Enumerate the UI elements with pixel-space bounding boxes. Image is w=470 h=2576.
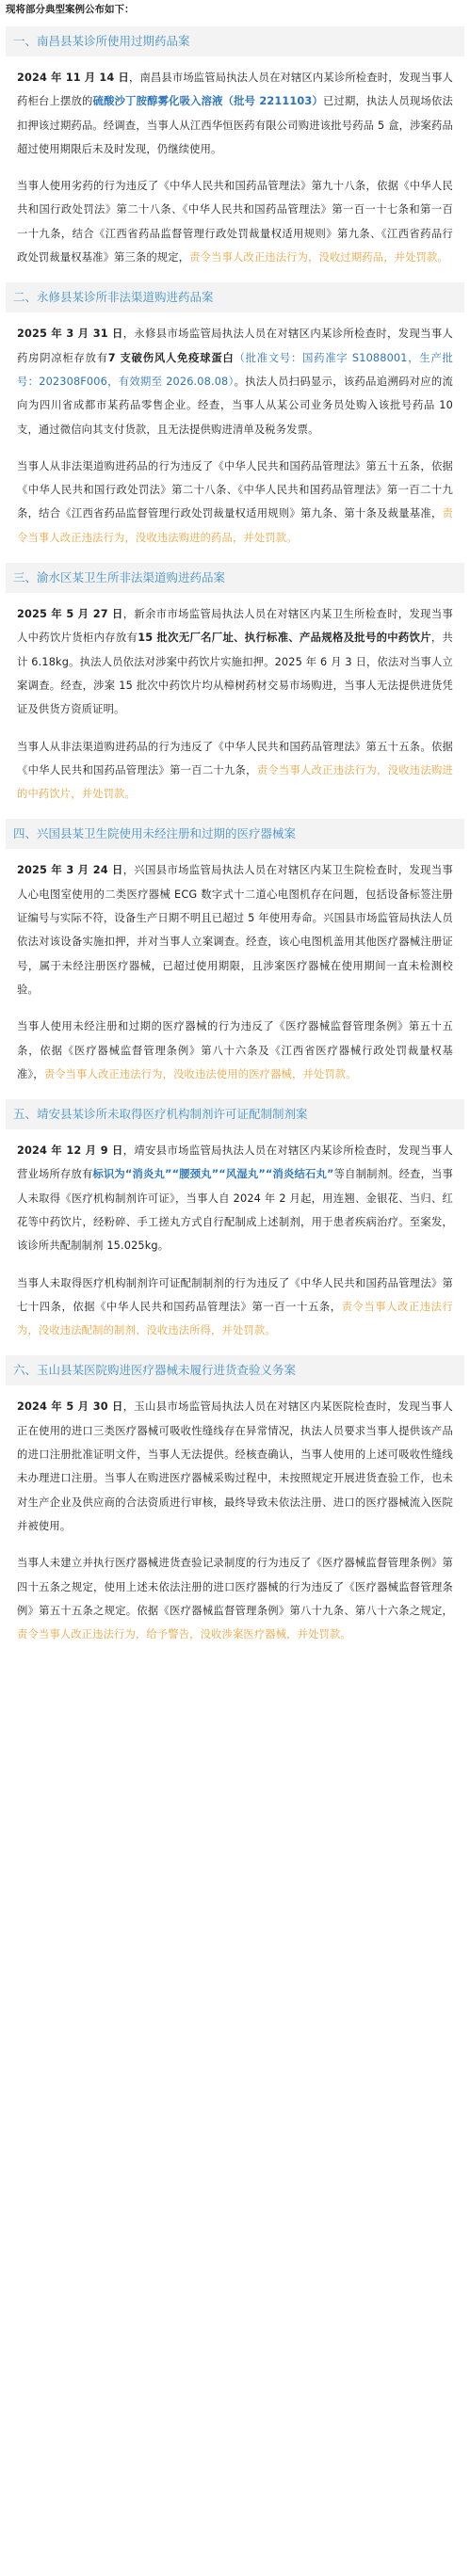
ruling-text: 当事人未取得医疗机构制剂许可证配制制剂的行为违反了《中华人民共和国药品管理法》第七十四条，依据《中华人民共和国药品管理法》第一百一十五条，: [17, 1276, 453, 1313]
facts-text: ，南昌县市场监管局执法人员在对辖区内某诊所检查时，发现当事人药柜台上摆放的: [17, 72, 453, 108]
case-section-5: [6, 1099, 464, 1342]
case-ruling-paragraph: [6, 1551, 464, 1646]
case-section-6: [6, 1355, 464, 1646]
case-ruling-paragraph: [6, 1272, 464, 1343]
case-section-3: [6, 563, 464, 806]
penalty-highlight: 责令当事人改正违法行为，没收违法购进的药品，并处罚款。: [17, 507, 453, 544]
section-heading: 一、南昌县某诊所使用过期药品案: [6, 26, 464, 56]
case-facts-paragraph: [6, 1395, 464, 1538]
case-date: 2025 年 3 月 24 日: [17, 864, 123, 877]
case-facts-paragraph: [6, 858, 464, 1001]
case-section-1: [6, 26, 464, 269]
case-facts-paragraph: [6, 66, 464, 161]
section-heading: 六、玉山县某医院购进医疗器械未履行进货查验义务案: [6, 1355, 464, 1385]
drug-name: 15 批次无厂名厂址、执行标准、产品规格及批号的中药饮片: [138, 632, 431, 645]
case-facts-paragraph: [6, 322, 464, 440]
ruling-text: 当事人未建立并执行医疗器械进货查验记录制度的行为违反了《医疗器械监督管理条例》第四十五条之规定，使用上述未依法注册的进口医疗器械的行为违反了《医疗器械监督管理条例》第五十五条之规定。依据《医疗器械监督管理条例》第八十九条、第八十六条之规定，: [17, 1557, 453, 1617]
case-section-2: [6, 282, 464, 550]
facts-text: ，兴国县市场监管局执法人员在对辖区内某卫生院检查时，发现当事人心电图室使用的二类医疗器械 ECG 数字式十二道心电图机存在问题，包括设备标签注册证编号与实际不符，设备生产日期不明且已超过 5 年使用寿命。兴国县市场监管局执法人员依法对该设备实施扣押，并对当事人立案调查。经查，该心电图机盖用其他医疗器械注册证号，属于未经注册医疗器械，已超过使用期限，且涉案医疗器械在使用期间一直未检测校验。: [17, 864, 453, 996]
facts-text: ，靖安县市场监管局执法人员在对辖区内某诊所检查时，发现当事人营业场所存放有: [17, 1144, 453, 1181]
facts-text: 等自制制剂。经查，当事人未取得《医疗机构制剂许可证》，当事人自 2024 年 2 月起，用连翘、金银花、当归、红花等中药饮片，经粉碎、手工搓丸方式自行配制成上述制剂，用于患者疾病治疗。至案发，该诊所共配制制剂 15.025kg。: [17, 1168, 453, 1253]
penalty-highlight: 责令当事人改正违法行为，给予警告，没收涉案医疗器械，并处罚款。: [17, 1628, 351, 1641]
ruling-text: 当事人使用未经注册和过期的医疗器械的行为违反了《医疗器械监督管理条例》第五十五条，依据《医疗器械监督管理条例》第八十六条及《江西省医疗器械行政处罚裁量权基准》，: [17, 1020, 453, 1080]
case-date: 2024 年 11 月 14 日: [17, 72, 129, 84]
case-ruling-paragraph: [6, 455, 464, 550]
section-heading: 四、兴国县某卫生院使用未经注册和过期的医疗器械案: [6, 819, 464, 849]
penalty-highlight: 责令当事人改正违法行为，没收违法配制的制剂、没收违法所得，并处罚款。: [17, 1300, 453, 1337]
ruling-text: 当事人使用劣药的行为违反了《中华人民共和国药品管理法》第九十八条，依据《中华人民共和国行政处罚法》第二十八条、《中华人民共和国药品管理法》第一百一十七条和第一百一十九条，结合《江西省药品监督管理行政处罚裁量权适用规则》第九条、《江西省药品行政处罚裁量权基准》第三条的规定，: [17, 180, 453, 264]
case-facts-paragraph: [6, 1139, 464, 1257]
drug-name: 标识为“消炎丸”“腰颈丸”“风湿丸”“消炎结石丸”: [92, 1168, 334, 1181]
section-heading: 二、永修县某诊所非法渠道购进药品案: [6, 282, 464, 312]
case-ruling-paragraph: [6, 1015, 464, 1086]
penalty-highlight: 责令当事人改正违法行为，没收违法购进的中药饮片，并处罚款。: [17, 763, 453, 801]
case-facts-paragraph: [6, 602, 464, 721]
ruling-text: 当事人从非法渠道购进药品的行为违反了《中华人民共和国药品管理法》第五十五条，依据《中华人民共和国行政处罚法》第二十八条、《中华人民共和国药品管理法》第一百二十九条，结合《江西省药品监督管理行政处罚裁量权适用规则》第九条、第十条及裁量基准，: [17, 459, 453, 520]
facts-text: ，玉山县市场监管局执法人员在对辖区内某医院检查时，发现当事人正在使用的进口三类医疗器械可吸收性缝线存在异常情况，执法人员要求当事人提供该产品的进口注册批准证明文件，当事人无法提供。经核查确认，当事人使用的上述可吸收性缝线未办理进口注册。当事人在购进医疗器械采购过程中，未按照规定开展进货查验工作，也未对生产企业及供应商的合法资质进行审核，最终导致未依法注册、进口的医疗器械流入医院并被使用。: [17, 1400, 453, 1532]
approval-info: （批准文号：国药准字 S1088001，生产批号：202308F006，有效期至 2026.08.08）: [17, 351, 453, 388]
facts-text: ，永修县市场监管局执法人员在对辖区内某诊所检查时，发现当事人药房阴凉柜存放有: [17, 328, 453, 364]
facts-text: ，新余市市场监管局执法人员在对辖区内某卫生所检查时，发现当事人中药饮片货柜内存放有: [17, 608, 453, 645]
penalty-highlight: 责令当事人改正违法行为，没收过期药品，并处罚款。: [189, 251, 448, 264]
case-date: 2025 年 3 月 31 日: [17, 328, 123, 341]
case-date: 2024 年 5 月 30 日: [17, 1400, 123, 1414]
facts-text: 。执法人员扫码显示，该药品追溯码对应的流向为四川省成都市某药品零售企业。经查，当事人从某公司业务员处购入该批号药品 10 支，通过微信向其支付货款，且无法提供购进清单及税务发票。: [17, 375, 453, 436]
facts-text: 已过期，执法人员现场依法扣押该过期药品。经调查，当事人从江西华恒医药有限公司购进该批号药品 5 盒，涉案药品超过使用期限后未及时发现，仍继续使用。: [17, 95, 453, 155]
section-heading: 五、靖安县某诊所未取得医疗机构制剂许可证配制制剂案: [6, 1099, 464, 1129]
facts-text: ，共计 6.18kg。执法人员依法对涉案中药饮片实施扣押。2025 年 6 月 3 日，依法对当事人立案调查。经查，涉案 15 批次中药饮片均从樟树药材交易市场购进，当事人无法提供进货凭证及供货方资质证明。: [17, 632, 453, 716]
case-section-4: [6, 819, 464, 1086]
intro-text: 现将部分典型案例公布如下：: [6, 4, 135, 15]
penalty-highlight: 责令当事人改正违法行为，没收违法使用的医疗器械，并处罚款。: [43, 1067, 357, 1080]
case-ruling-paragraph: [6, 174, 464, 269]
section-heading: 三、渝水区某卫生所非法渠道购进药品案: [6, 563, 464, 593]
case-date: 2025 年 5 月 27 日: [17, 608, 123, 621]
case-date: 2024 年 12 月 9 日: [17, 1144, 123, 1158]
drug-name: 7 支破伤风人免疫球蛋白: [107, 351, 235, 364]
case-ruling-paragraph: [6, 735, 464, 807]
drug-name: 硫酸沙丁胺醇雾化吸入溶液（批号 2211103）: [92, 95, 323, 108]
ruling-text: 当事人从非法渠道购进药品的行为违反了《中华人民共和国药品管理法》第五十五条。依据《中华人民共和国药品管理法》第一百二十九条，: [17, 740, 453, 776]
